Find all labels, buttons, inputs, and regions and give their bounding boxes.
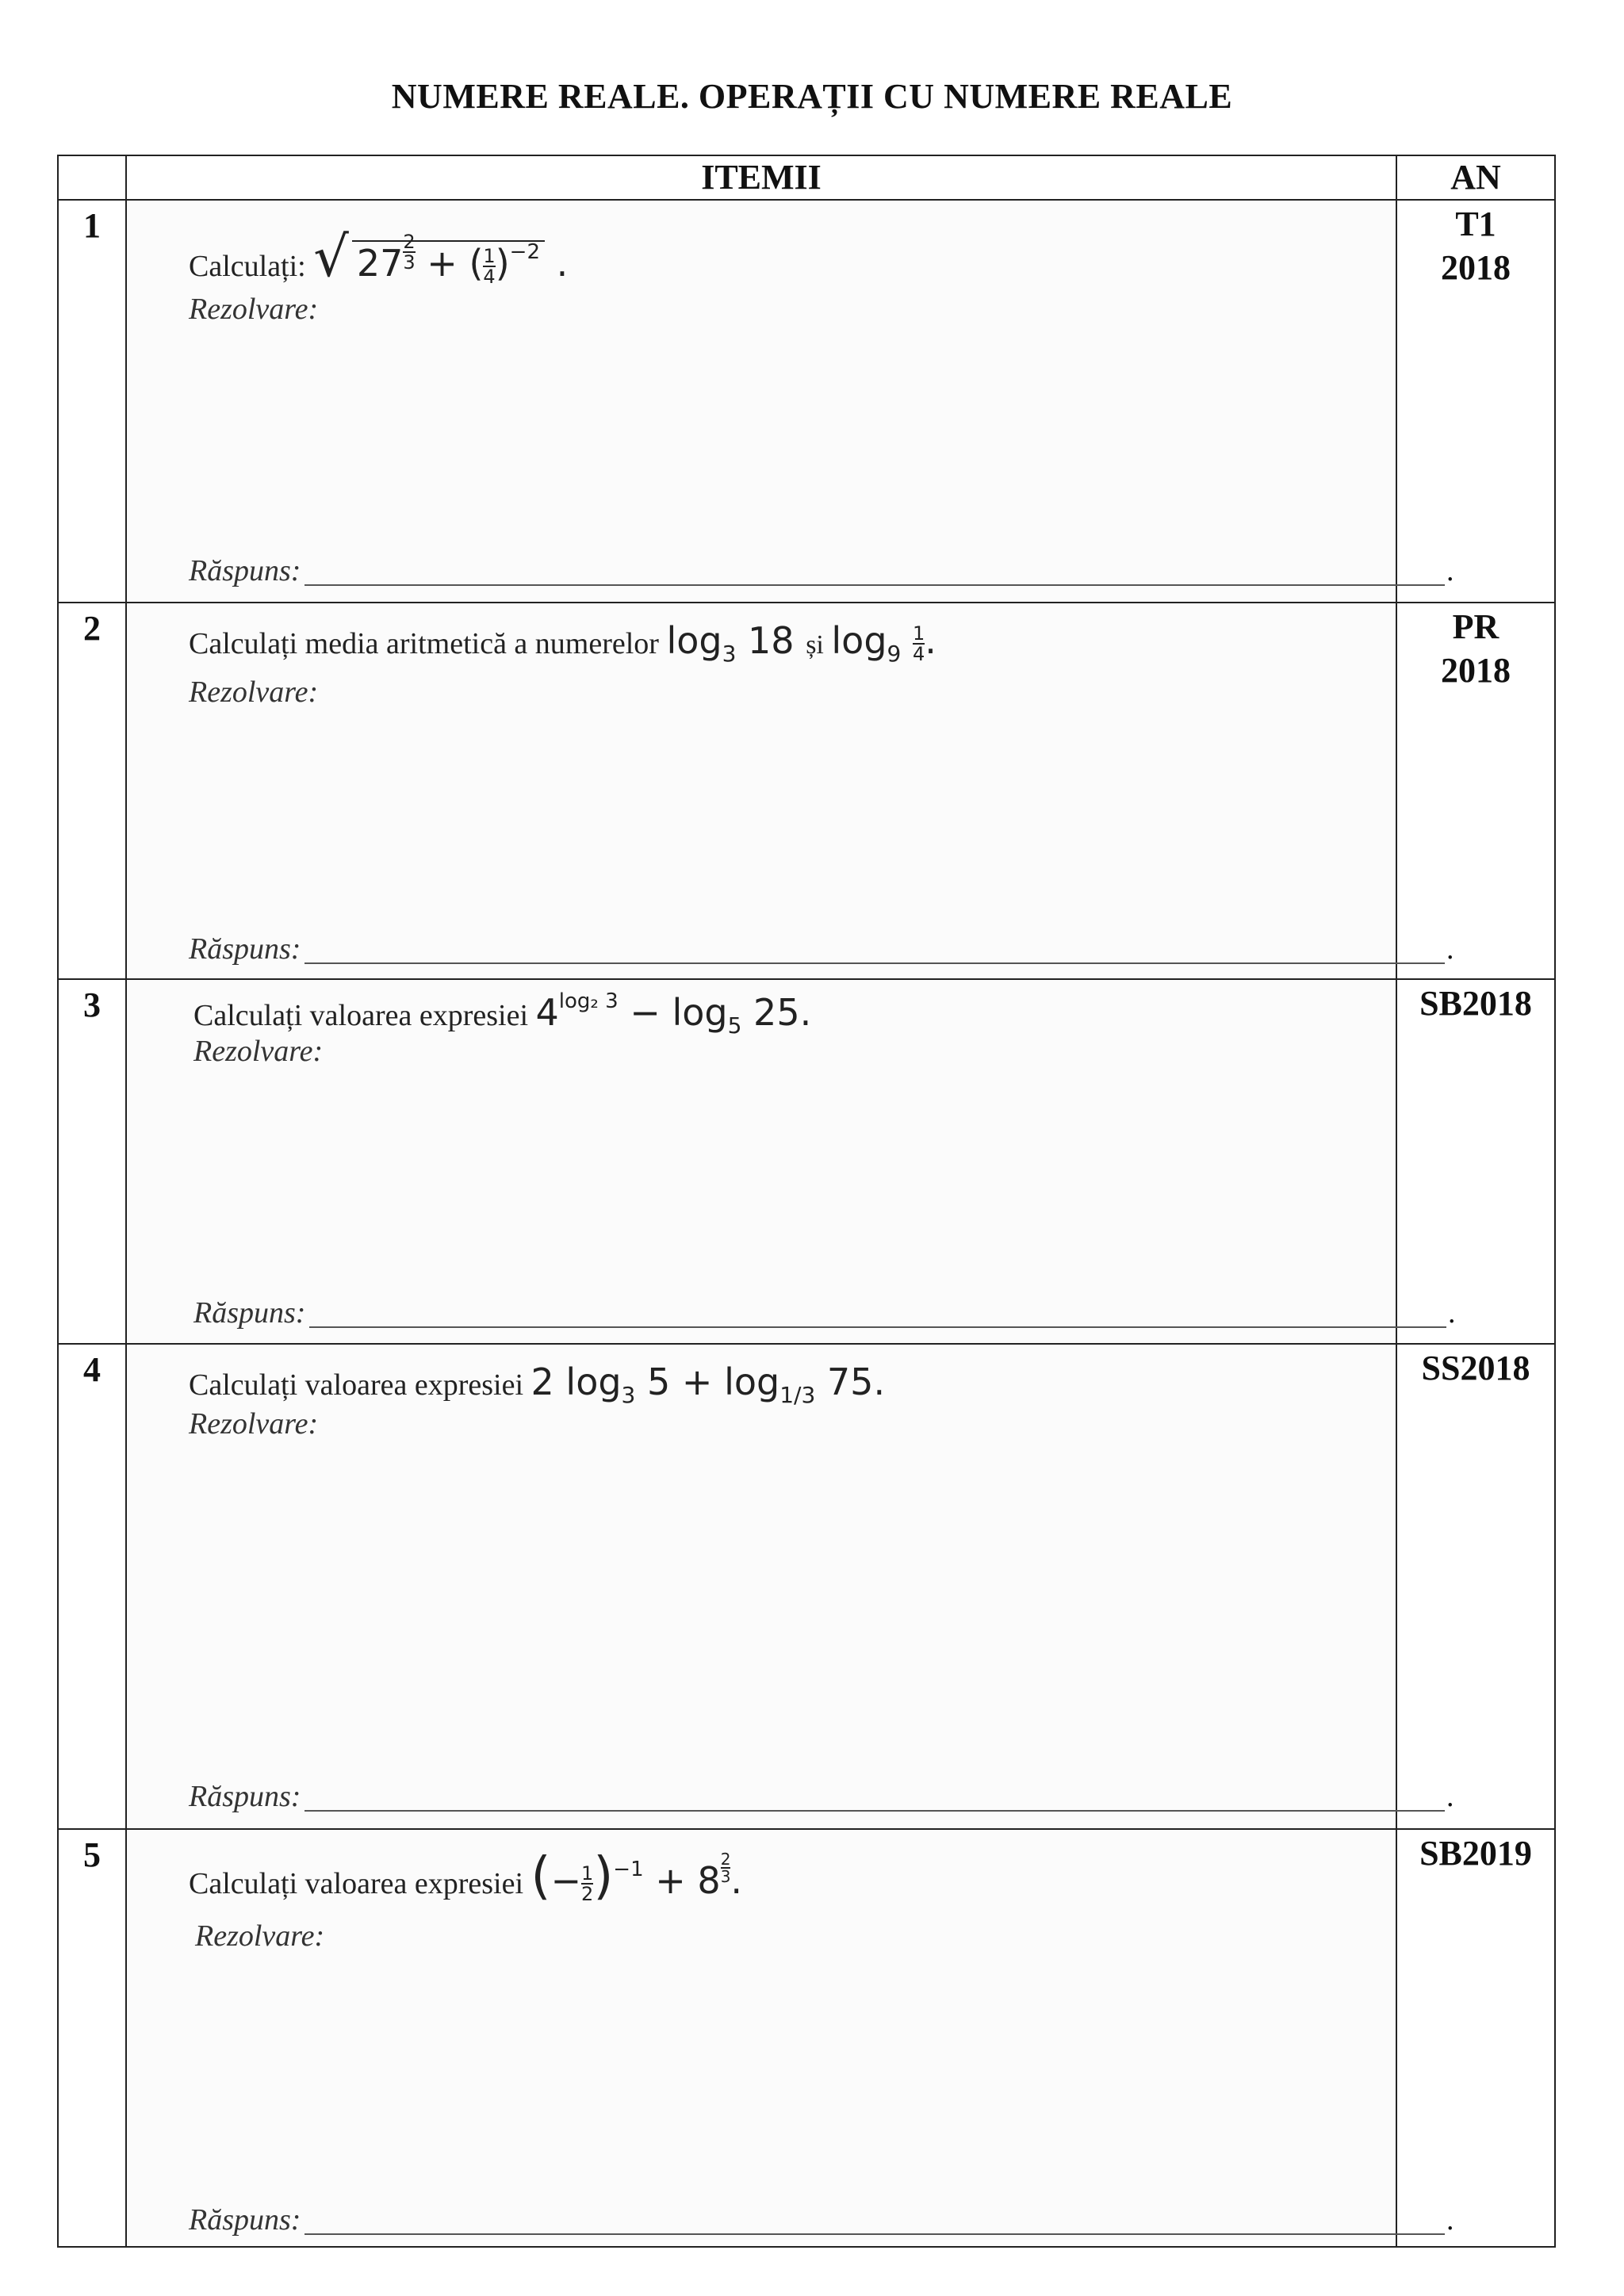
math-log-arg: 75 [826,1360,874,1403]
math-minus: − [550,1859,582,1902]
math-log: log [565,1360,622,1403]
year-cell [1396,1829,1555,2247]
table-row [58,603,1555,979]
math-coefficient: 2 [530,1360,554,1403]
math-frac-num: 1 [483,244,496,267]
exercise-cell [126,603,1454,979]
math-log-base: 9 [887,641,902,667]
math-log-arg: 18 [748,619,795,662]
solution-label: Rezolvare: [193,1035,324,1068]
year-cell [1396,603,1555,979]
header-year: AN [1396,155,1555,200]
math-exp-den: 3 [403,251,416,274]
math-exp-num: 2 [403,230,416,253]
solution-label: Rezolvare: [189,1407,319,1441]
header-number [58,155,126,200]
math-minus: − [630,991,661,1034]
answer-line[interactable] [304,584,1445,586]
math-exponent: log₂ 3 [558,989,619,1013]
math-base: 4 [535,991,559,1034]
row-number: 4 [58,1344,126,1829]
exercise-prompt [189,1847,742,1906]
math-log: log [666,619,722,662]
row-number: 3 [58,979,126,1344]
answer-line[interactable] [304,1810,1445,1812]
year-line1: T1 [1455,205,1496,243]
table-row [58,1344,1555,1829]
prompt-text: Calculați valoarea expresiei [189,1867,524,1900]
table-row [58,200,1555,603]
year-line1: SB2019 [1419,1834,1532,1873]
exercise-prompt [189,619,936,667]
table-row [58,1829,1555,2247]
answer-end: . [1446,554,1454,587]
math-log-base: 1/3 [779,1382,816,1408]
table-row [58,979,1555,1344]
solution-label: Rezolvare: [189,675,319,709]
math-expression: √ $27\frac{2}{3}$ + ($\frac{1}{4}$ )$^{-2}$ . [313,224,569,289]
math-log-arg: 25 [753,991,800,1034]
header-items: ITEMII [126,155,1396,200]
answer-end: . [1448,1296,1456,1330]
solution-label: Rezolvare: [195,1919,325,1953]
math-log-base: 3 [621,1382,636,1408]
math-expression [535,989,812,1039]
answer-label: Răspuns: [193,1296,306,1330]
answer-end: . [1446,932,1454,966]
math-log: log [831,619,887,662]
math-expression [666,619,806,667]
answer-line[interactable] [304,2233,1445,2235]
math-plus: + [655,1859,686,1902]
answer-line[interactable] [309,1326,1446,1328]
math-frac-den: 4 [483,265,496,288]
math-plus: + [427,242,458,285]
row-number: 2 [58,603,126,979]
math-and: și [806,630,824,660]
math-end: . [556,242,569,285]
exercise-cell [126,1829,1454,2247]
math-end: . [873,1360,886,1403]
prompt-text: Calculați media aritmetică a numerelor [189,627,659,660]
math-expression [530,1360,886,1408]
math-log: log [672,991,728,1034]
math-log-arg: 5 [647,1360,671,1403]
year-line2: 2018 [1441,248,1511,287]
math-log: log [724,1360,780,1403]
exercise-cell [126,979,1456,1344]
exercise-prompt [189,224,568,289]
answer-end: . [1446,2203,1454,2237]
answer-label: Răspuns: [189,554,301,587]
exercise-cell [126,200,1454,603]
math-frac-den: 4 [912,642,925,665]
math-exponent: −2 [509,240,540,264]
math-frac-num: 1 [581,1862,594,1885]
year-line1: SB2018 [1419,984,1532,1023]
exercise-prompt [189,1360,886,1408]
math-end: . [925,619,936,662]
answer-line[interactable] [304,962,1445,964]
math-paren-open: ( [530,1847,551,1906]
year-line2: 2018 [1441,651,1511,690]
math-expression-2 [831,619,936,667]
year-cell [1396,200,1555,603]
math-log-base: 5 [727,1012,742,1039]
table-header-row [58,155,1555,200]
row-number: 5 [58,1829,126,2247]
year-line1: PR [1452,607,1500,646]
math-end: . [799,991,812,1034]
math-exponent: −1 [613,1858,644,1881]
row-number: 1 [58,200,126,603]
answer-label: Răspuns: [189,2203,301,2237]
year-cell [1396,979,1555,1344]
math-plus: + [681,1360,713,1403]
math-frac-num: 1 [912,622,925,645]
answer-label: Răspuns: [189,932,301,966]
solution-label: Rezolvare: [189,293,319,326]
math-end: . [730,1859,743,1902]
exercise-table [57,155,1556,2248]
math-frac-den: 2 [581,1882,594,1905]
exercise-prompt [193,989,812,1039]
prompt-text: Calculați valoarea expresiei [193,999,529,1032]
prompt-text: Calculați valoarea expresiei [189,1368,524,1402]
math-paren-close: ) [593,1847,614,1906]
math-log-base: 3 [722,641,737,667]
math-base: 8 [697,1859,721,1902]
year-cell [1396,1344,1555,1829]
math-exp-num: 2 [720,1849,731,1869]
math-exp-den: 3 [720,1866,731,1886]
exercise-cell [126,1344,1454,1829]
page-title: NUMERE REALE. OPERAȚII CU NUMERE REALE [391,77,1233,116]
math-base: 27 [356,242,404,285]
answer-end: . [1446,1780,1454,1813]
math-expression [530,1847,743,1906]
prompt-text: Calculați: [189,250,306,283]
answer-label: Răspuns: [189,1780,301,1813]
year-line1: SS2018 [1421,1349,1530,1387]
